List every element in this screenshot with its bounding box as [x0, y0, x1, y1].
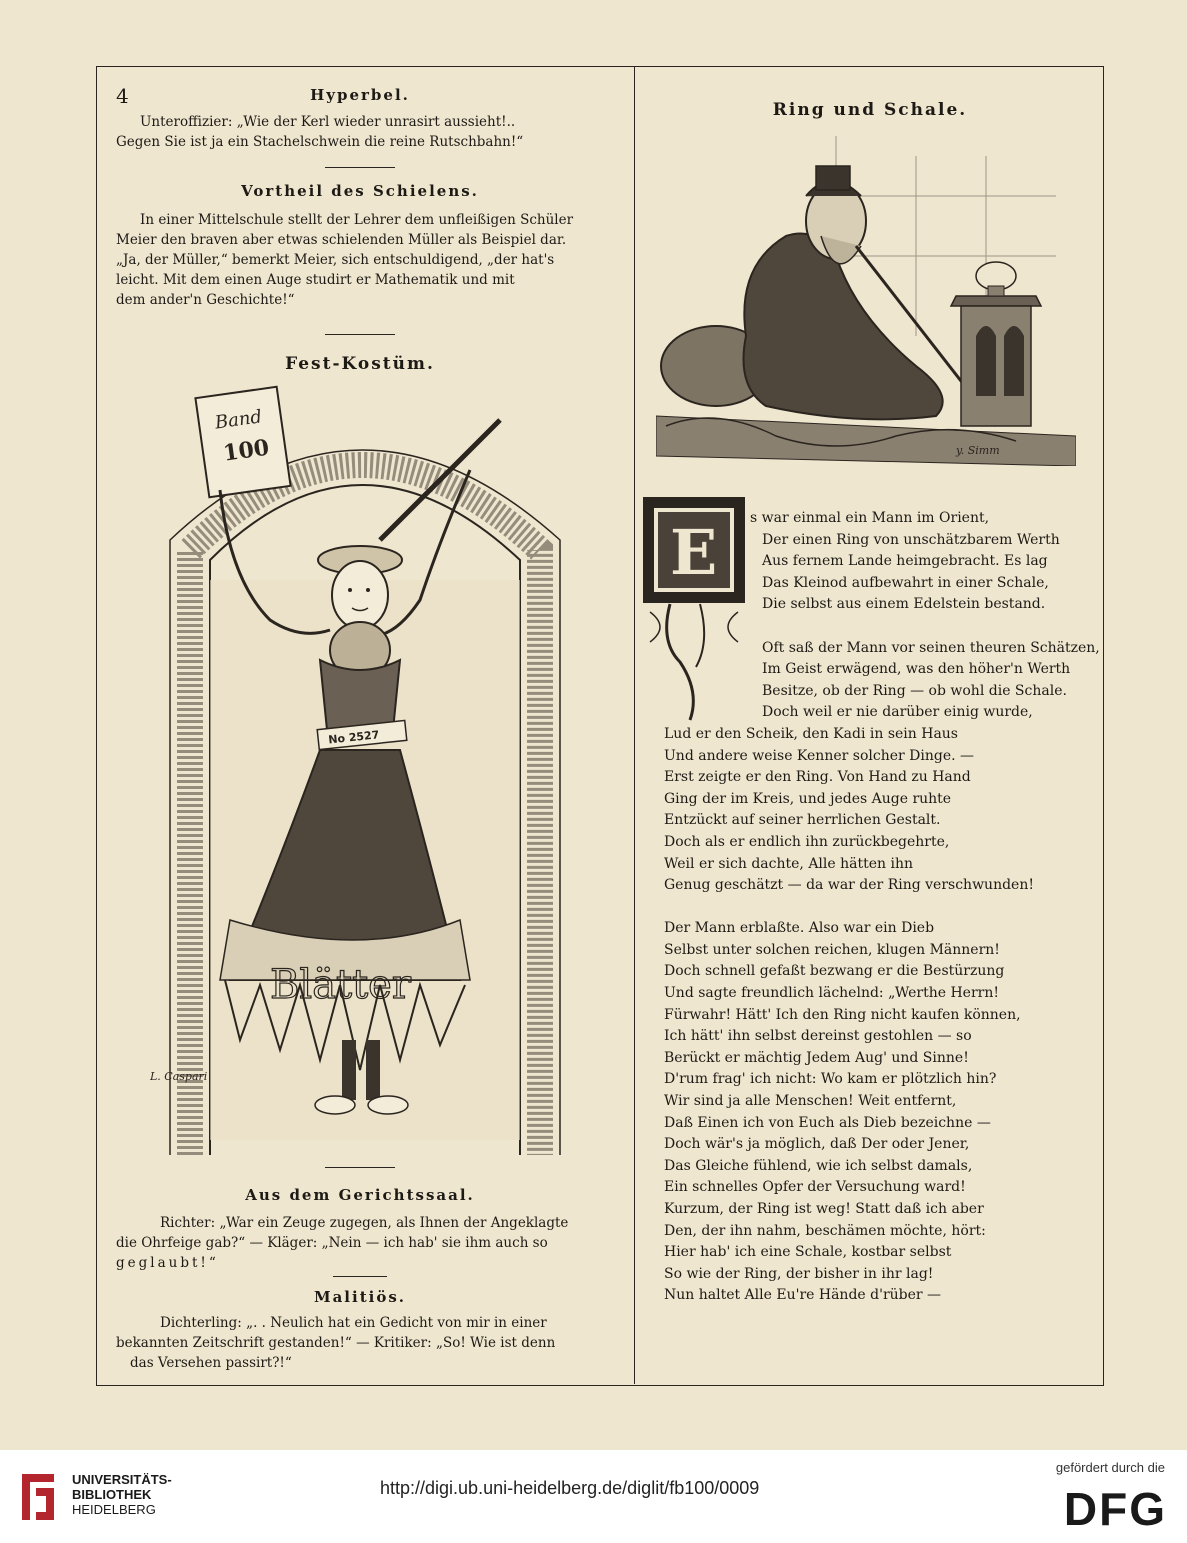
heading-schielen: Vortheil des Schielens.	[241, 182, 479, 200]
poem-ring-und-schale	[664, 508, 1100, 1329]
poem-line: Ich hätt' ihn selbst dereinst gestohlen — so	[664, 1028, 972, 1045]
poem-line: So wie der Ring, der bisher in ihr lag!	[664, 1265, 934, 1282]
poem-stanza-1	[664, 508, 1094, 616]
poem-line: s war einmal ein Mann im Orient,	[750, 510, 990, 526]
heading-hyperbel: Hyperbel.	[310, 86, 410, 104]
sash-label: No 2527	[327, 728, 380, 747]
text-malitioes	[116, 1313, 614, 1373]
poem-line: Doch als er endlich ihn zurückbegehrte,	[664, 833, 950, 850]
section-rule	[325, 334, 395, 335]
poem-line: Das Gleiche fühlend, wie ich selbst damals,	[664, 1157, 973, 1174]
library-name-line-2: BIBLIOTHEK	[72, 1487, 152, 1502]
poem-line: Doch weil er nie darüber einig wurde,	[762, 704, 1033, 721]
text-line: die Ohrfeige gab?“ — Kläger: „Nein — ich hab' sie ihm auch so	[116, 1235, 548, 1251]
poem-line: Kurzum, der Ring ist weg! Statt daß ich aber	[664, 1201, 984, 1217]
poem-line: Hier hab' ich eine Schale, kostbar selbst	[664, 1244, 952, 1261]
funding-label: gefördert durch die	[1055, 1460, 1165, 1475]
poem-line: Aus fernem Lande heimgebracht. Es lag	[762, 553, 1048, 570]
illustration-signature: y. Simm	[956, 444, 1000, 457]
skirt-label: Blätter	[270, 962, 411, 1008]
book-label-band: Band	[213, 406, 264, 434]
section-rule	[325, 1167, 395, 1168]
library-logo-icon[interactable]	[14, 1468, 62, 1526]
poem-line: Daß Einen ich von Euch als Dieb bezeichne —	[664, 1114, 991, 1131]
poem-line: Oft saß der Mann vor seinen theuren Schätzen,	[762, 639, 1100, 656]
poem-line: Die selbst aus einem Edelstein bestand.	[762, 596, 1046, 613]
poem-stanza-2	[664, 638, 1100, 897]
poem-line: Das Kleinod aufbewahrt in einer Schale,	[762, 574, 1049, 591]
text-line: „Ja, der Müller,“ bemerkt Meier, sich entschuldigend, „der hat's	[116, 252, 555, 268]
section-rule	[333, 1276, 387, 1277]
poem-line: Und andere weise Kenner solcher Dinge. —	[664, 747, 975, 764]
library-name[interactable]	[72, 1472, 172, 1517]
heading-ring-und-schale: Ring und Schale.	[772, 100, 968, 120]
viewer-footer	[0, 1450, 1187, 1543]
heading-festkostuem: Fest-Kostüm.	[285, 354, 435, 374]
poem-line: Ging der im Kreis, und jedes Auge ruhte	[664, 790, 952, 807]
poem-line: Nun haltet Alle Eu're Hände d'rüber —	[664, 1287, 942, 1304]
poem-line: Genug geschätzt — da war der Ring verschwunden!	[664, 877, 1034, 894]
text-line: bekannten Zeitschrift gestanden!“ — Kritiker: „So! Wie ist denn	[116, 1335, 556, 1351]
poem-line: Ein schnelles Opfer der Versuchung ward!	[664, 1179, 966, 1196]
text-line: Gegen Sie ist ja ein Stachelschwein die reine Rutschbahn!“	[116, 134, 524, 150]
poem-line: Den, der ihn nahm, beschämen möchte, hört:	[664, 1222, 986, 1239]
poem-line: Und sagte freundlich lächelnd: „Werthe Herrn!	[664, 985, 999, 1002]
text-hyperbel	[116, 112, 614, 152]
poem-line: Selbst unter solchen reichen, klugen Männern!	[664, 941, 1000, 958]
illustrator-signature: L. Caspari	[150, 1070, 208, 1083]
book-label-number: 100	[221, 434, 271, 467]
book-icon	[195, 387, 290, 497]
poem-line: Im Geist erwägend, was den höher'n Werth	[762, 661, 1071, 678]
text-line: Richter: „War ein Zeuge zugegen, als Ihnen der Angeklagte	[160, 1215, 569, 1231]
poem-line: Wir sind ja alle Menschen! Weit entfernt,	[664, 1093, 957, 1110]
poem-stanza-3	[664, 918, 1094, 1307]
text-line: das Versehen passirt?!“	[130, 1355, 292, 1371]
text-gerichtssaal	[116, 1213, 614, 1273]
poem-line: Doch schnell gefaßt bezwang er die Bestürzung	[664, 963, 1005, 980]
orient-man-illustration	[656, 136, 1076, 466]
dfg-logo[interactable]: DFG	[1063, 1483, 1167, 1535]
text-line: Dichterling: „. . Neulich hat ein Gedicht von mir in einer	[160, 1315, 547, 1331]
poem-line: Erst zeigte er den Ring. Von Hand zu Hand	[664, 769, 971, 786]
text-line: Meier den braven aber etwas schielenden Müller als Beispiel dar.	[116, 232, 567, 248]
poem-line: Der Mann erblaßte. Also war ein Dieb	[664, 920, 935, 937]
text-schielen	[116, 210, 614, 310]
page-number: 4	[116, 84, 129, 108]
poem-line: Fürwahr! Hätt' Ich den Ring nicht kaufen können,	[664, 1006, 1021, 1023]
initial-letter: E	[670, 516, 718, 589]
text-line: Unteroffizier: „Wie der Kerl wieder unrasirt aussieht!..	[140, 114, 516, 130]
fest-kostuem-illustration	[130, 380, 590, 1155]
poem-line: Entzückt auf seiner herrlichen Gestalt.	[664, 812, 941, 829]
poem-line: Der einen Ring von unschätzbarem Werth	[762, 531, 1060, 548]
poem-line: Weil er sich dachte, Alle hätten ihn	[664, 855, 913, 872]
section-rule	[325, 167, 395, 168]
permalink-url[interactable]: http://digi.ub.uni-heidelberg.de/diglit/fb100/0009	[380, 1478, 760, 1498]
heading-malitioes: Malitiös.	[313, 1288, 407, 1306]
poem-line: D'rum frag' ich nicht: Wo kam er plötzlich hin?	[664, 1071, 997, 1088]
text-line: leicht. Mit dem einen Auge studirt er Mathematik und mit	[116, 272, 515, 288]
octagonal-table	[951, 296, 1041, 426]
poem-line: Berückt er mächtig Jedem Aug' und Sinne!	[664, 1049, 969, 1066]
heading-gerichtssaal: Aus dem Gerichtssaal.	[245, 1186, 475, 1204]
column-divider	[634, 66, 635, 1384]
poem-line: Besitze, ob der Ring — ob wohl die Schale.	[762, 682, 1067, 699]
text-line: dem ander'n Geschichte!“	[116, 292, 295, 308]
library-name-line-3: HEIDELBERG	[72, 1502, 156, 1517]
poem-line: Doch wär's ja möglich, daß Der oder Jener,	[664, 1136, 970, 1153]
library-name-line-1: UNIVERSITÄTS-	[72, 1472, 172, 1487]
text-line: geglaubt!“	[116, 1255, 219, 1271]
poem-line: Lud er den Scheik, den Kadi in sein Haus	[664, 725, 958, 742]
text-line: In einer Mittelschule stellt der Lehrer dem unfleißigen Schüler	[140, 212, 574, 228]
